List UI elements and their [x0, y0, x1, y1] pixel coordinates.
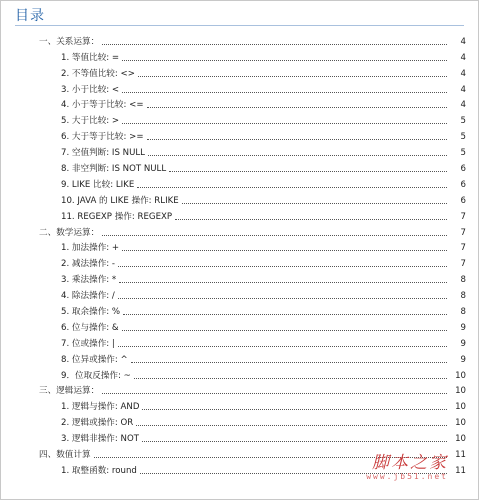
toc-subsection-entry[interactable]: [1, 396, 479, 412]
toc-entry-label: 3. 逻辑非操作: NOT: [61, 434, 139, 445]
toc-subsection-entry[interactable]: [1, 63, 479, 79]
toc-page-number: 11: [455, 450, 466, 461]
title-underline: [15, 25, 464, 26]
dot-leader: [175, 219, 447, 220]
watermark-logo-text: 脚本之家: [372, 453, 448, 473]
toc-page-number: 5: [460, 148, 466, 159]
toc-page-number: 10: [455, 402, 466, 413]
toc-entry-label: 三、逻辑运算：: [39, 386, 100, 397]
toc-entry-label: 7. 空值判断: IS NULL: [61, 148, 145, 159]
toc-page-number: 4: [460, 36, 466, 47]
dot-leader: [123, 314, 447, 315]
toc-entry-label: 4. 除法操作: /: [61, 291, 115, 302]
toc-entry-label: 5. 取余操作: %: [61, 307, 121, 318]
toc-subsection-entry[interactable]: [1, 253, 479, 269]
toc-page-number: 6: [460, 164, 466, 175]
toc-page-number: 10: [455, 434, 466, 445]
toc-title: 目录: [15, 8, 45, 24]
toc-subsection-entry[interactable]: [1, 412, 479, 428]
dot-leader: [122, 123, 447, 124]
dot-leader: [136, 425, 447, 426]
toc-entry-label: 7. 位或操作: |: [61, 338, 115, 349]
toc-page-number: 9: [460, 322, 466, 333]
toc-page-number: 10: [455, 386, 466, 397]
dot-leader: [142, 409, 447, 410]
toc-page-number: 7: [460, 211, 466, 222]
toc-entry-label: 2. 不等值比较: <>: [61, 68, 135, 79]
dot-leader: [169, 171, 447, 172]
dot-leader: [147, 139, 447, 140]
toc-entry-label: 4. 小于等于比较: <=: [61, 100, 144, 111]
toc-page-number: 6: [460, 179, 466, 190]
toc-subsection-entry[interactable]: [1, 110, 479, 126]
toc-subsection-entry[interactable]: [1, 301, 479, 317]
toc-subsection-entry[interactable]: [1, 428, 479, 444]
dot-leader: [147, 107, 447, 108]
dot-leader: [148, 155, 447, 156]
dot-leader: [119, 282, 447, 283]
site-watermark: [328, 448, 448, 481]
toc-entry-label: 1. 等值比较: =: [61, 52, 120, 63]
dot-leader: [182, 203, 447, 204]
toc-page-number: 4: [460, 52, 466, 63]
toc-subsection-entry[interactable]: [1, 238, 479, 254]
toc-entry-label: 9. LIKE 比较: LIKE: [61, 179, 135, 190]
toc-list: [1, 31, 479, 476]
toc-subsection-entry[interactable]: [1, 317, 479, 333]
toc-subsection-entry[interactable]: [1, 126, 479, 142]
dot-leader: [102, 44, 447, 45]
toc-entry-label: 1. 取整函数: round: [61, 465, 137, 476]
toc-entry-label: 2. 减法操作: -: [61, 259, 116, 270]
toc-entry-label: 3. 乘法操作: *: [61, 275, 117, 286]
dot-leader: [138, 76, 447, 77]
toc-page-number: 11: [455, 465, 466, 476]
toc-page-number: 8: [460, 275, 466, 286]
dot-leader: [122, 250, 447, 251]
toc-subsection-entry[interactable]: [1, 206, 479, 222]
toc-page-number: 8: [460, 307, 466, 318]
toc-page-number: 4: [460, 68, 466, 79]
toc-page-number: 9: [460, 338, 466, 349]
toc-subsection-entry[interactable]: [1, 269, 479, 285]
toc-subsection-entry[interactable]: [1, 285, 479, 301]
toc-entry-label: 1. 逻辑与操作: AND: [61, 402, 140, 413]
dot-leader: [131, 362, 447, 363]
toc-entry-label: 6. 大于等于比较: >=: [61, 132, 144, 143]
toc-subsection-entry[interactable]: [1, 142, 479, 158]
toc-page-number: 5: [460, 116, 466, 127]
dot-leader: [122, 92, 447, 93]
toc-subsection-entry[interactable]: [1, 158, 479, 174]
toc-page-number: 5: [460, 132, 466, 143]
toc-subsection-entry[interactable]: [1, 365, 479, 381]
dot-leader: [142, 441, 447, 442]
toc-entry-label: 3. 小于比较: <: [61, 84, 120, 95]
toc-section-entry[interactable]: [1, 381, 479, 397]
toc-entry-label: 10. JAVA 的 LIKE 操作: RLIKE: [61, 195, 179, 206]
toc-entry-label: 5. 大于比较: >: [61, 116, 120, 127]
toc-page-number: 10: [455, 418, 466, 429]
toc-section-entry[interactable]: [1, 31, 479, 47]
toc-entry-label: 一、关系运算：: [39, 36, 100, 47]
watermark-url: www.jb51.net: [366, 472, 448, 481]
toc-subsection-entry[interactable]: [1, 95, 479, 111]
dot-leader: [102, 235, 447, 236]
toc-page-number: 9: [460, 354, 466, 365]
dot-leader: [122, 60, 447, 61]
toc-entry-label: 二、数学运算：: [39, 227, 100, 238]
toc-subsection-entry[interactable]: [1, 79, 479, 95]
toc-page-number: 7: [460, 227, 466, 238]
toc-page-number: 6: [460, 195, 466, 206]
toc-entry-label: 1. 加法操作: +: [61, 243, 120, 254]
toc-entry-label: 8. 非空判断: IS NOT NULL: [61, 164, 167, 175]
toc-section-entry[interactable]: [1, 222, 479, 238]
dot-leader: [118, 298, 447, 299]
toc-page-number: 7: [460, 243, 466, 254]
toc-page-number: 8: [460, 291, 466, 302]
dot-leader: [118, 266, 447, 267]
toc-subsection-entry[interactable]: [1, 333, 479, 349]
toc-entry-label: 四、数值计算: [39, 450, 91, 461]
toc-entry-label: 9．位取反操作: ~: [61, 370, 131, 381]
toc-page-number: 4: [460, 84, 466, 95]
toc-page-number: 7: [460, 259, 466, 270]
dot-leader: [137, 187, 447, 188]
toc-subsection-entry[interactable]: [1, 349, 479, 365]
dot-leader: [118, 346, 447, 347]
toc-entry-label: 8. 位异或操作: ^: [61, 354, 128, 365]
toc-page-number: 4: [460, 100, 466, 111]
toc-entry-label: 6. 位与操作: &: [61, 322, 119, 333]
toc-page-number: 10: [455, 370, 466, 381]
toc-subsection-entry[interactable]: [1, 190, 479, 206]
toc-subsection-entry[interactable]: [1, 47, 479, 63]
toc-entry-label: 2. 逻辑或操作: OR: [61, 418, 134, 429]
dot-leader: [122, 330, 447, 331]
dot-leader: [134, 378, 447, 379]
toc-subsection-entry[interactable]: [1, 174, 479, 190]
dot-leader: [102, 393, 447, 394]
toc-entry-label: 11. REGEXP 操作: REGEXP: [61, 211, 173, 222]
